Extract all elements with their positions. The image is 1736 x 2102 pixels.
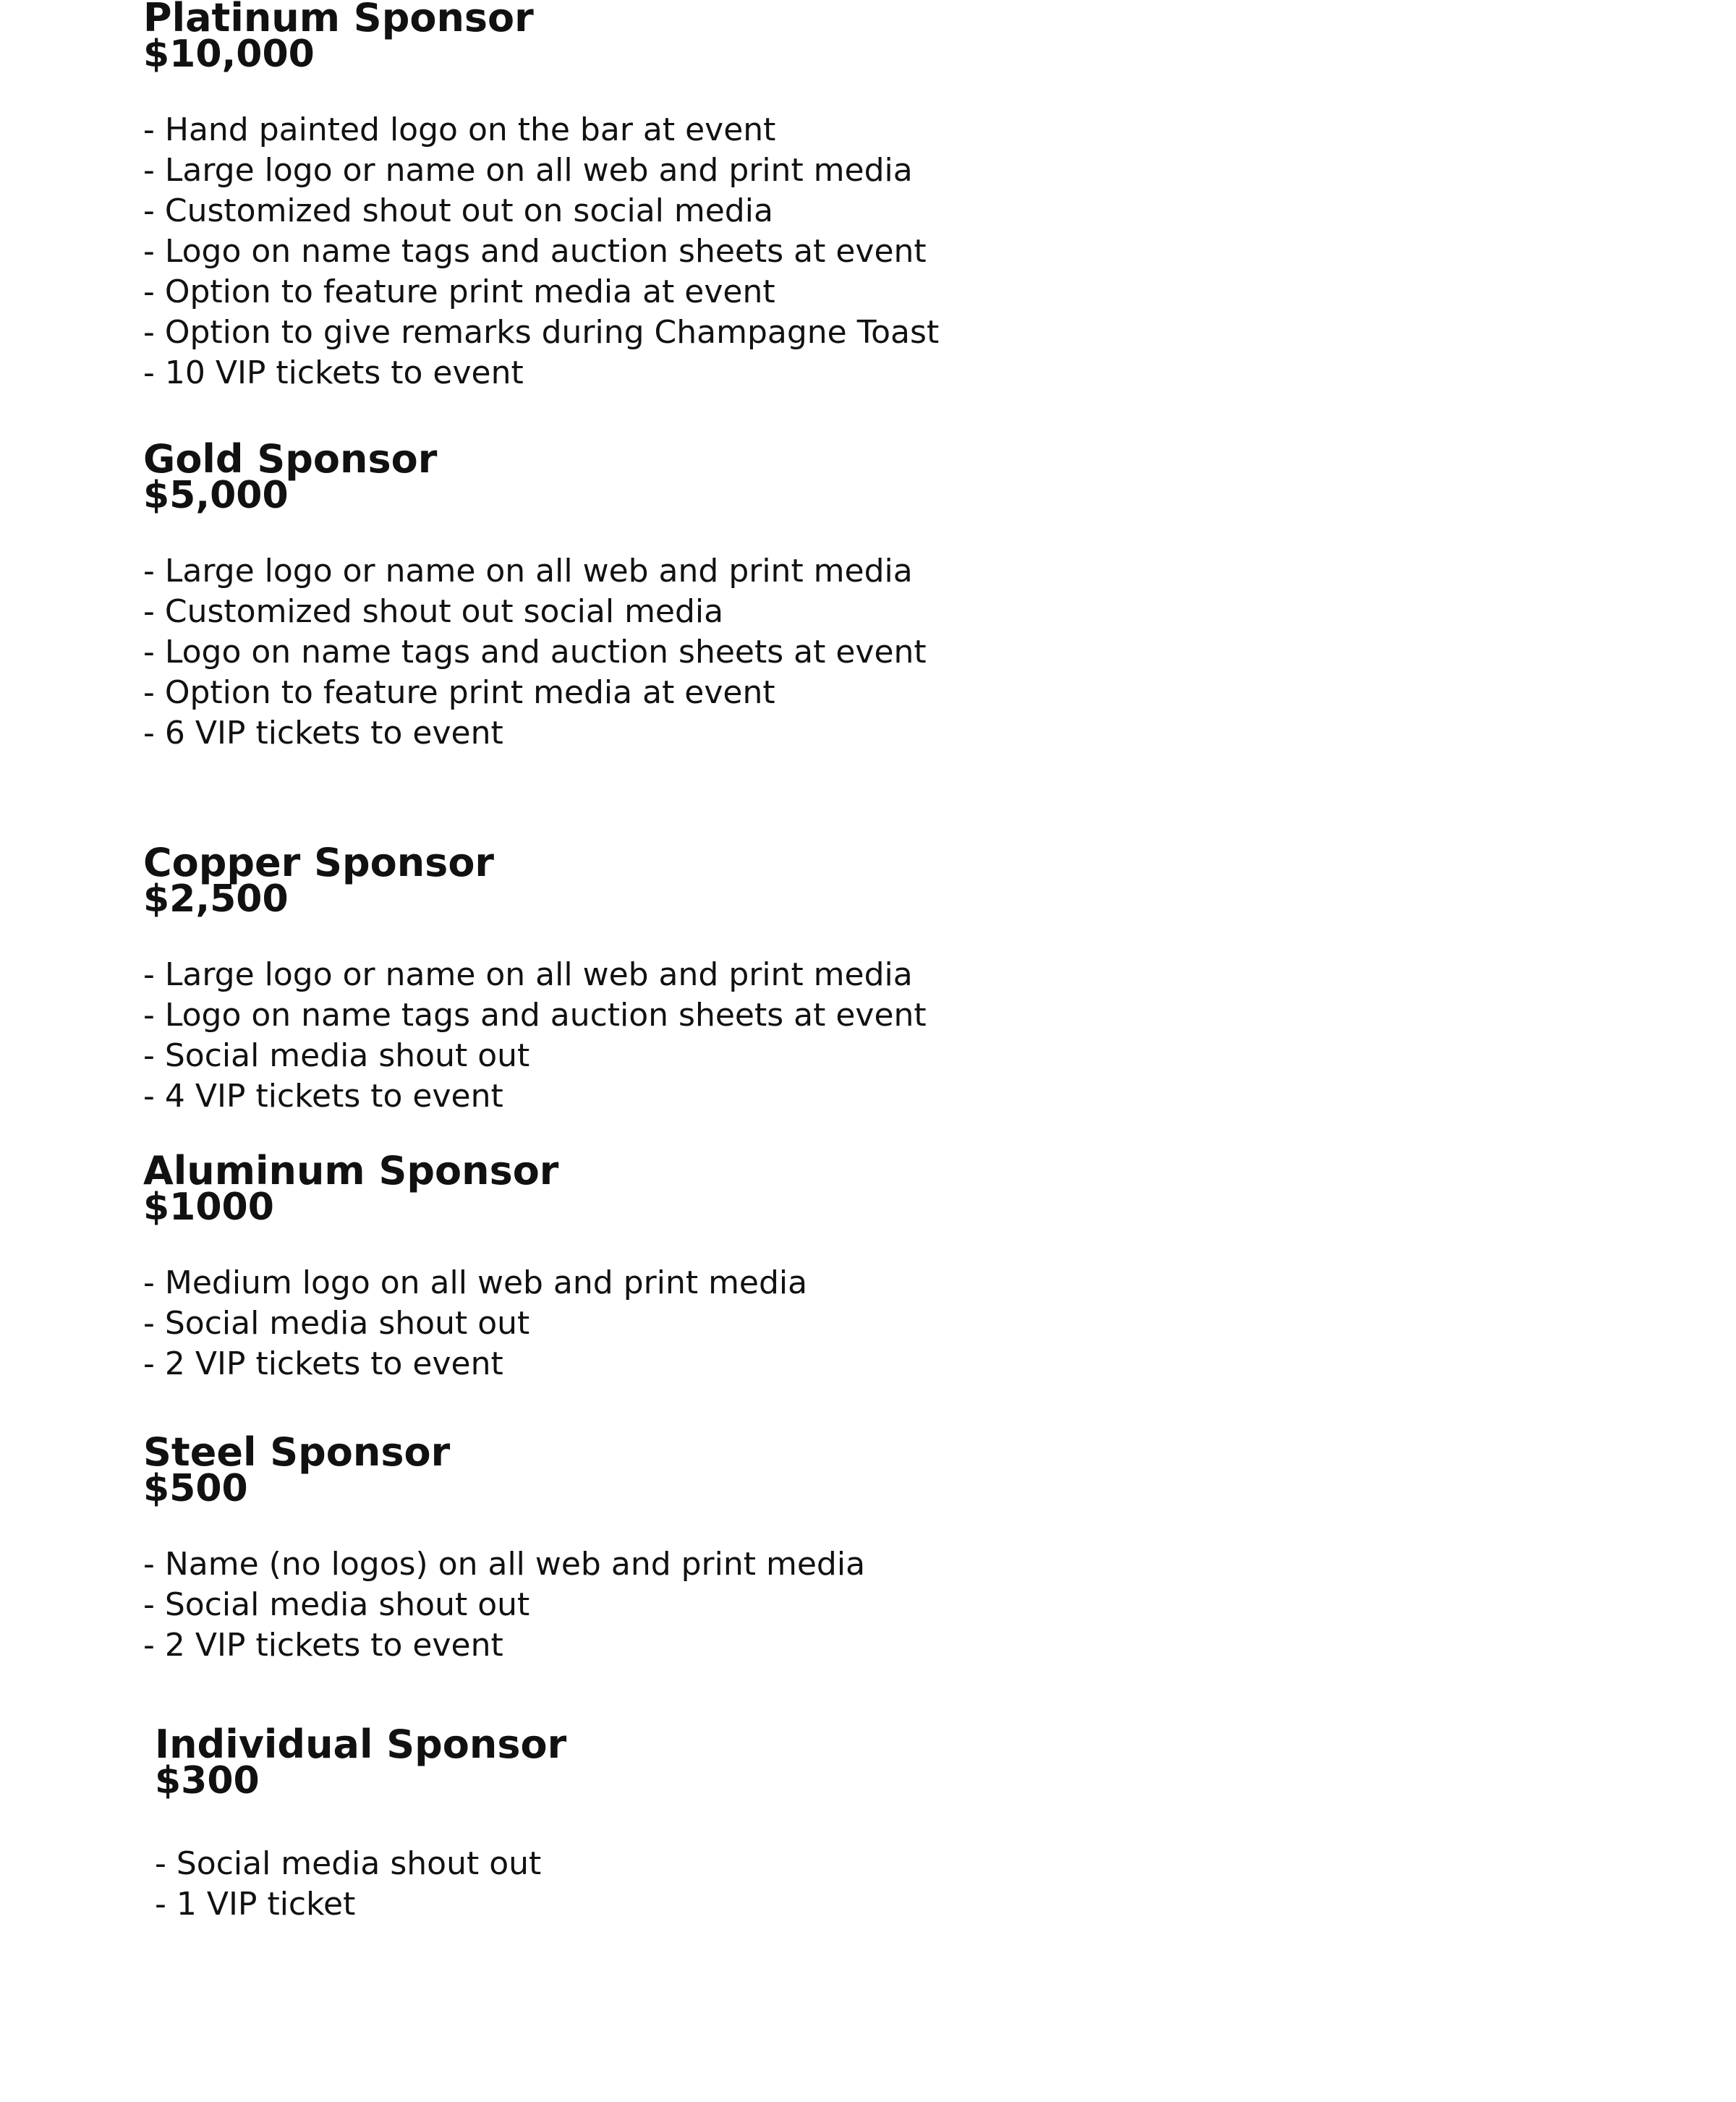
tier-price: $5,000 bbox=[143, 474, 289, 517]
benefit-item: - 2 VIP tickets to event bbox=[143, 1627, 503, 1664]
benefit-item: - 6 VIP tickets to event bbox=[143, 715, 503, 752]
tier-aluminum bbox=[143, 1148, 1445, 1384]
benefit-item: - 2 VIP tickets to event bbox=[143, 1345, 503, 1382]
benefit-item: - 4 VIP tickets to event bbox=[143, 1078, 503, 1115]
benefit-item: - Social media shout out bbox=[155, 1845, 542, 1882]
benefit-item: - Option to give remarks during Champagne Toast bbox=[143, 314, 940, 351]
benefit-item: - Option to feature print media at event bbox=[143, 273, 775, 310]
tier-steel bbox=[143, 1429, 1445, 1666]
benefit-item: - Medium logo on all web and print media bbox=[143, 1264, 808, 1301]
benefit-item: - Large logo or name on all web and print media bbox=[143, 553, 913, 590]
benefit-item: - Social media shout out bbox=[143, 1586, 530, 1623]
benefit-list bbox=[143, 1263, 1445, 1384]
tier-platinum bbox=[143, 0, 1445, 393]
benefit-item: - Large logo or name on all web and print media bbox=[143, 152, 913, 189]
tier-title: Gold Sponsor bbox=[143, 436, 438, 482]
benefit-item: - Logo on name tags and auction sheets at event bbox=[143, 634, 927, 671]
benefit-item: - Customized shout out social media bbox=[143, 593, 724, 630]
benefit-list bbox=[143, 551, 1445, 754]
tier-title: Individual Sponsor bbox=[155, 1722, 567, 1767]
benefit-list bbox=[143, 955, 1445, 1117]
benefit-item: - Customized shout out on social media bbox=[143, 192, 773, 229]
tier-individual bbox=[155, 1722, 1457, 1925]
tier-price: $10,000 bbox=[143, 33, 315, 76]
benefit-item: - Logo on name tags and auction sheets at event bbox=[143, 997, 927, 1034]
benefit-item: - Logo on name tags and auction sheets at event bbox=[143, 233, 927, 270]
benefit-item: - 1 VIP ticket bbox=[155, 1886, 356, 1923]
tier-title: Aluminum Sponsor bbox=[143, 1148, 559, 1193]
tier-price: $300 bbox=[155, 1759, 260, 1803]
benefit-item: - Hand painted logo on the bar at event bbox=[143, 111, 776, 148]
benefit-list bbox=[155, 1844, 1457, 1925]
benefit-item: - Large logo or name on all web and print media bbox=[143, 956, 913, 993]
benefit-item: - Name (no logos) on all web and print media bbox=[143, 1546, 866, 1583]
tier-price: $2,500 bbox=[143, 877, 289, 921]
benefit-item: - Social media shout out bbox=[143, 1037, 530, 1074]
tier-title: Copper Sponsor bbox=[143, 840, 495, 885]
tier-copper bbox=[143, 840, 1445, 1117]
benefit-list bbox=[143, 1544, 1445, 1666]
benefit-list bbox=[143, 110, 1445, 393]
benefit-item: - Social media shout out bbox=[143, 1305, 530, 1342]
benefit-item: - Option to feature print media at event bbox=[143, 674, 775, 711]
tier-gold bbox=[143, 436, 1445, 754]
benefit-item: - 10 VIP tickets to event bbox=[143, 354, 524, 391]
tier-title: Steel Sponsor bbox=[143, 1429, 451, 1475]
tier-price: $500 bbox=[143, 1467, 248, 1510]
tier-price: $1000 bbox=[143, 1186, 274, 1229]
tier-title: Platinum Sponsor bbox=[143, 0, 534, 41]
